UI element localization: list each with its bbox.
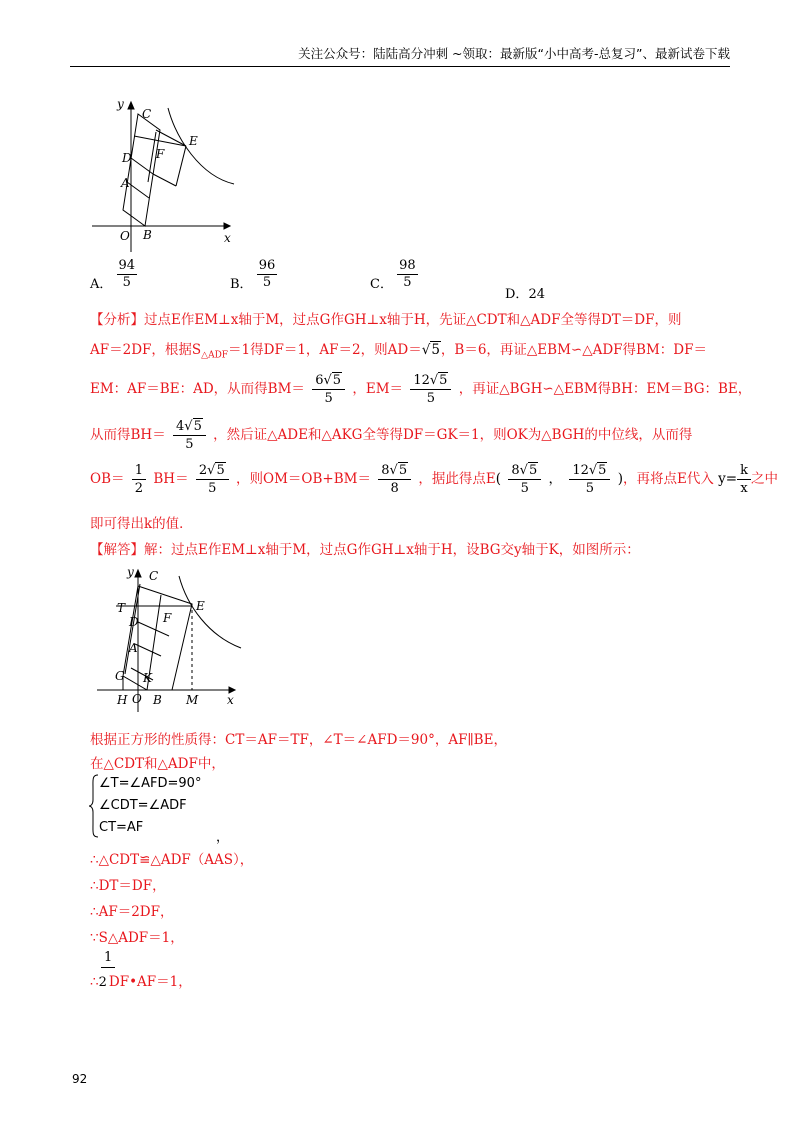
rectangle-outline	[123, 114, 160, 226]
label-D: D	[129, 615, 139, 629]
figure-1	[90, 92, 250, 252]
grid-line	[134, 136, 186, 146]
solution-line-7: ∵S△ADF＝1，	[90, 930, 184, 946]
system-end: ，	[216, 830, 230, 845]
solution-line-3: 在△CDT和△ADF中，	[90, 756, 225, 772]
solution-line-5: ∴DT＝DF，	[90, 878, 166, 894]
half-numerator: 1	[104, 950, 113, 965]
grid-line	[135, 644, 161, 656]
label-C: C	[149, 569, 159, 583]
choice-b[interactable]: B． $\frac{96}{5}$	[230, 258, 276, 292]
label-x: x	[224, 231, 231, 245]
label-y: y	[117, 97, 124, 111]
hyperbola-curve	[168, 108, 234, 184]
label-G: G	[115, 669, 125, 683]
header-divider	[70, 66, 730, 67]
label-O: O	[120, 229, 130, 243]
analysis-line-2: AF＝2DF，根据$S_{\triangle ADF}=1$得DF＝1，AF＝2，则AD＝√5，B＝6，再证△EBM∽△ADF得BM：DF＝	[90, 342, 707, 361]
choice-d[interactable]: D．24	[505, 287, 545, 302]
label-F: F	[156, 147, 165, 161]
label-B: B	[143, 228, 152, 242]
label-B: B	[153, 693, 162, 707]
label-K: K	[143, 671, 152, 685]
y-axis-arrow	[135, 570, 141, 577]
analysis-line-6: 即可得出k的值．	[90, 516, 193, 532]
analysis-line-1: 【分析】过点E作EM⊥x轴于M，过点G作GH⊥x轴于H，先证△CDT和△ADF全等得DT＝DF，则	[90, 312, 682, 328]
page-header: 关注公众号：陆陆高分冲刺 ~领取：最新版“小中高考-总复习”、最新试卷下载	[298, 46, 730, 61]
hyperbola-curve	[179, 576, 241, 648]
system-equation-2: ∠CDT=∠ADF	[99, 798, 187, 813]
label-F: F	[163, 611, 172, 625]
analysis-line-3: EM：AF＝BE：AD，从而得BM＝ $\frac{6√5}{5}$ ，EM＝ $\frac{12√5}{5}$ ，再证△BGH∽△EBM得BH：EM＝BG：BE，	[90, 373, 752, 406]
choice-c[interactable]: C． $\frac{98}{5}$	[370, 258, 416, 292]
label-T: T	[117, 601, 126, 615]
rectangle-outline	[123, 586, 192, 690]
figure-2	[95, 562, 255, 722]
choice-a[interactable]: A． $\frac{94}{5}$	[90, 258, 136, 292]
x-axis-arrow	[224, 223, 230, 229]
half-bar	[101, 967, 115, 968]
label-D: D	[122, 151, 132, 165]
system-equation-1: ∠T=∠AFD=90°	[99, 776, 202, 791]
grid-line	[176, 146, 186, 186]
label-H: H	[117, 693, 128, 707]
y-axis-arrow	[128, 102, 134, 109]
grid-line	[127, 182, 149, 198]
label-y: y	[127, 565, 134, 579]
answer-choices	[90, 258, 730, 302]
solution-line-6: ∴AF＝2DF，	[90, 904, 174, 920]
label-O: O	[132, 692, 142, 706]
half-denominator: 2	[98, 975, 107, 990]
solution-line-4: ∴△CDT≌△ADF（AAS），	[90, 852, 254, 868]
grid-line	[153, 174, 176, 186]
label-E: E	[189, 134, 198, 148]
label-M: M	[186, 693, 199, 707]
solution-line-1: 【解答】解：过点E作EM⊥x轴于M，过点G作GH⊥x轴于H，设BG交y轴于K，如图所示：	[90, 542, 640, 558]
label-C: C	[142, 107, 152, 121]
analysis-line-5: OB＝ $\frac{1}{2}$ BH＝ $\frac{2√5}{5}$ ，则OM＝OB+BM＝ $\frac{8√5}{8}$ ，据此得点E( $\frac{8√5}{5}$ ， $\frac{12√5}{5}$ )，再将点E代入 y= $\frac{k}{x}$ 之中	[90, 463, 779, 496]
page-number: 92	[72, 1072, 88, 1086]
label-E: E	[196, 599, 205, 613]
label-A: A	[129, 641, 138, 655]
label-A: A	[121, 176, 130, 190]
solution-line-2: 根据正方形的性质得：CT＝AF＝TF，∠T＝∠AFD＝90°，AF∥BE，	[90, 732, 507, 748]
system-equation-3: CT=AF	[99, 820, 144, 835]
analysis-line-4: 从而得BH＝ $\frac{4√5}{5}$ ，然后证△ADE和△AKG全等得DF＝GK＝1，则OK为△BGH的中位线，从而得	[90, 419, 693, 452]
label-x: x	[227, 693, 234, 707]
